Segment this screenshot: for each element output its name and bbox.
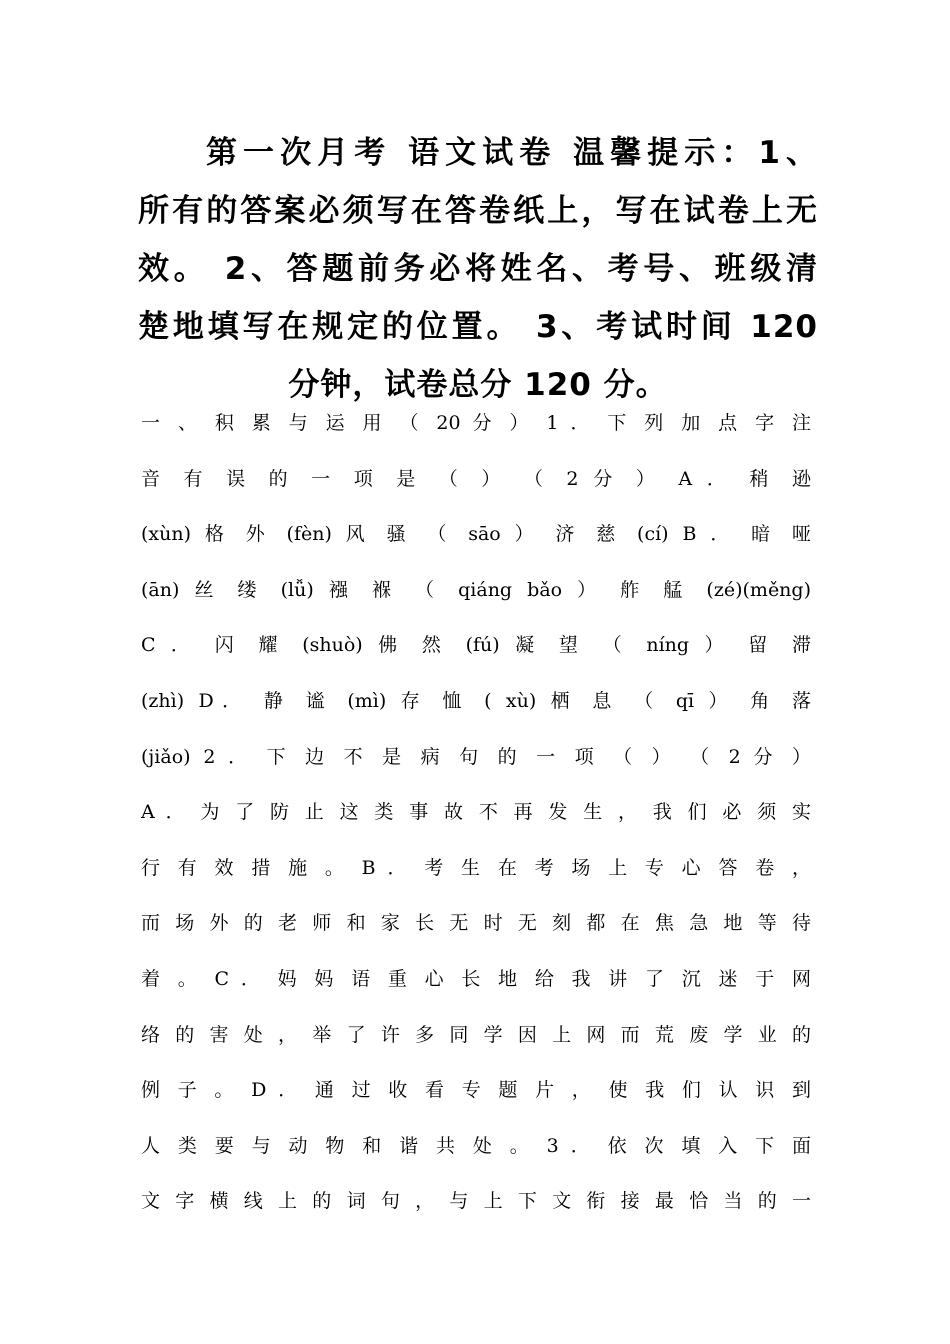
body-line: 人 类 要 与 动 物 和 谐 共 处 。 3 ． 依 次 填 入 下 面 <box>141 1134 811 1157</box>
body-line: C ． 闪 耀 (shuò) 佛 然 (fú) 凝 望 （ níng ） 留 滞 <box>141 634 811 657</box>
body-line: (xùn) 格 外 (fèn) 风 骚 （ sāo ） 济 慈 (cí) B ． 暗 哑 <box>141 523 811 546</box>
body-line: 文 字 横 线 上 的 词 句 ， 与 上 下 文 衔 接 最 恰 当 的 一 <box>141 1190 811 1213</box>
body-line: 络 的 害 处 ， 举 了 许 多 同 学 因 上 网 而 荒 废 学 业 的 <box>141 1023 811 1046</box>
title-line: 所有的答案必须写在答卷纸上，写在试卷上无 <box>138 193 818 229</box>
body-line: (ān) 丝 缕 (lǚ) 襁 褓 （ qiáng bǎo ） 舴 艋 (zé)(měng) <box>141 578 811 601</box>
body-line: (zhì) D． 静 谧 (mì) 存 恤 ( xù) 栖 息 （ qī ） 角 落 <box>141 689 811 712</box>
body-line: 行 有 效 措 施 。 B ． 考 生 在 考 场 上 专 心 答 卷 ， <box>141 856 811 879</box>
body-line: 音 有 误 的 一 项 是 （ ） （ 2 分 ） A ． 稍 逊 <box>141 467 811 490</box>
body-line: A ． 为 了 防 止 这 类 事 故 不 再 发 生 ， 我 们 必 须 实 <box>141 801 811 824</box>
title-line: 楚地填写在规定的位置。 3、考试时间 120 <box>138 309 818 345</box>
body-line: 着 。 C ． 妈 妈 语 重 心 长 地 给 我 讲 了 沉 迷 于 网 <box>141 967 811 990</box>
body-line: 而 场 外 的 老 师 和 家 长 无 时 无 刻 都 在 焦 急 地 等 待 <box>141 912 811 935</box>
title-line: 效。 2、答题前务必将姓名、考号、班级清 <box>138 251 818 287</box>
title-line: 分钟，试卷总分 120 分。 <box>288 367 668 403</box>
body-line: (jiǎo) 2 ． 下 边 不 是 病 句 的 一 项 （ ） （ 2 分 ） <box>141 745 811 768</box>
body-line: 例 子 。 D ． 通 过 收 看 专 题 片 ， 使 我 们 认 识 到 <box>141 1079 811 1102</box>
exam-body-text <box>141 396 811 1230</box>
exam-title-and-notice <box>138 124 818 414</box>
title-line: 第一次月考 语文试卷 温馨提示：1、 <box>206 135 818 171</box>
body-line: 一 、 积 累 与 运 用 （ 20 分 ） 1 ． 下 列 加 点 字 注 <box>141 412 811 434</box>
